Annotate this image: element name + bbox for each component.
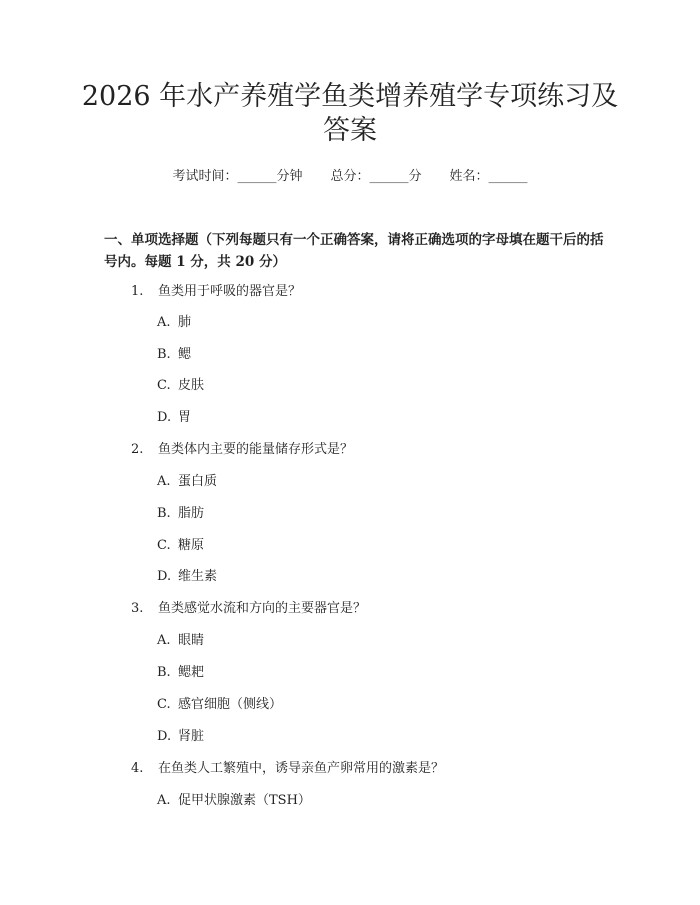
- option-2b: [157, 505, 204, 523]
- option-2d: [157, 568, 217, 586]
- option-letter: A.: [157, 315, 171, 330]
- option-1d: [157, 409, 191, 427]
- document-title: [60, 80, 640, 148]
- option-letter: C.: [157, 538, 171, 553]
- option-letter: D.: [157, 569, 172, 584]
- question-3: [131, 600, 366, 618]
- option-text: 肾脏: [178, 729, 205, 744]
- title-line-1: 2026 年水产养殖学鱼类增养殖学专项练习及: [81, 81, 619, 112]
- option-letter: B.: [157, 347, 171, 362]
- option-text: 维生素: [178, 569, 218, 584]
- name-field: 姓名：______: [449, 169, 528, 184]
- question-1: [131, 283, 301, 301]
- option-2a: [157, 473, 217, 491]
- option-text: 感官细胞（侧线）: [178, 697, 283, 712]
- option-1c: [157, 377, 204, 395]
- option-text: 肺: [178, 315, 192, 330]
- option-3a: [157, 632, 204, 650]
- title-line-2: 答案: [323, 115, 377, 146]
- question-2: [131, 441, 353, 459]
- option-letter: A.: [157, 793, 171, 808]
- option-text: 胃: [178, 410, 192, 425]
- option-letter: A.: [157, 633, 171, 648]
- question-number: 4.: [131, 761, 144, 776]
- option-letter: A.: [157, 474, 171, 489]
- option-text: 脂肪: [178, 506, 205, 521]
- question-number: 2.: [131, 442, 144, 457]
- section-heading: 一、单项选择题（下列每题只有一个正确答案，请将正确选项的字母填在题干后的括号内。每题 1 分，共 20 分）: [104, 232, 604, 270]
- option-3b: [157, 664, 204, 682]
- exam-meta: [0, 168, 700, 186]
- option-3d: [157, 728, 204, 746]
- option-1a: [157, 314, 191, 332]
- question-text: 鱼类感觉水流和方向的主要器官是？: [158, 601, 367, 616]
- option-3c: [157, 696, 282, 714]
- question-text: 在鱼类人工繁殖中，诱导亲鱼产卵常用的激素是？: [158, 761, 445, 776]
- option-text: 蛋白质: [178, 474, 218, 489]
- question-text: 鱼类用于呼吸的器官是？: [158, 284, 302, 299]
- option-1b: [157, 346, 191, 364]
- option-4a: [157, 792, 311, 810]
- option-letter: D.: [157, 729, 172, 744]
- option-text: 鳃耙: [178, 665, 205, 680]
- option-letter: D.: [157, 410, 172, 425]
- option-text: 眼睛: [178, 633, 205, 648]
- option-letter: B.: [157, 506, 171, 521]
- option-letter: C.: [157, 378, 171, 393]
- option-text: 皮肤: [178, 378, 205, 393]
- option-text: 鳃: [178, 347, 192, 362]
- question-4: [131, 760, 444, 778]
- option-letter: B.: [157, 665, 171, 680]
- option-text: 促甲状腺激素（TSH）: [178, 793, 311, 808]
- option-2c: [157, 537, 204, 555]
- exam-time-field: 考试时间：______分钟: [172, 169, 303, 184]
- option-letter: C.: [157, 697, 171, 712]
- question-text: 鱼类体内主要的能量储存形式是？: [158, 442, 354, 457]
- question-number: 3.: [131, 601, 144, 616]
- question-number: 1.: [131, 284, 144, 299]
- total-score-field: 总分：______分: [330, 169, 422, 184]
- option-text: 糖原: [178, 538, 205, 553]
